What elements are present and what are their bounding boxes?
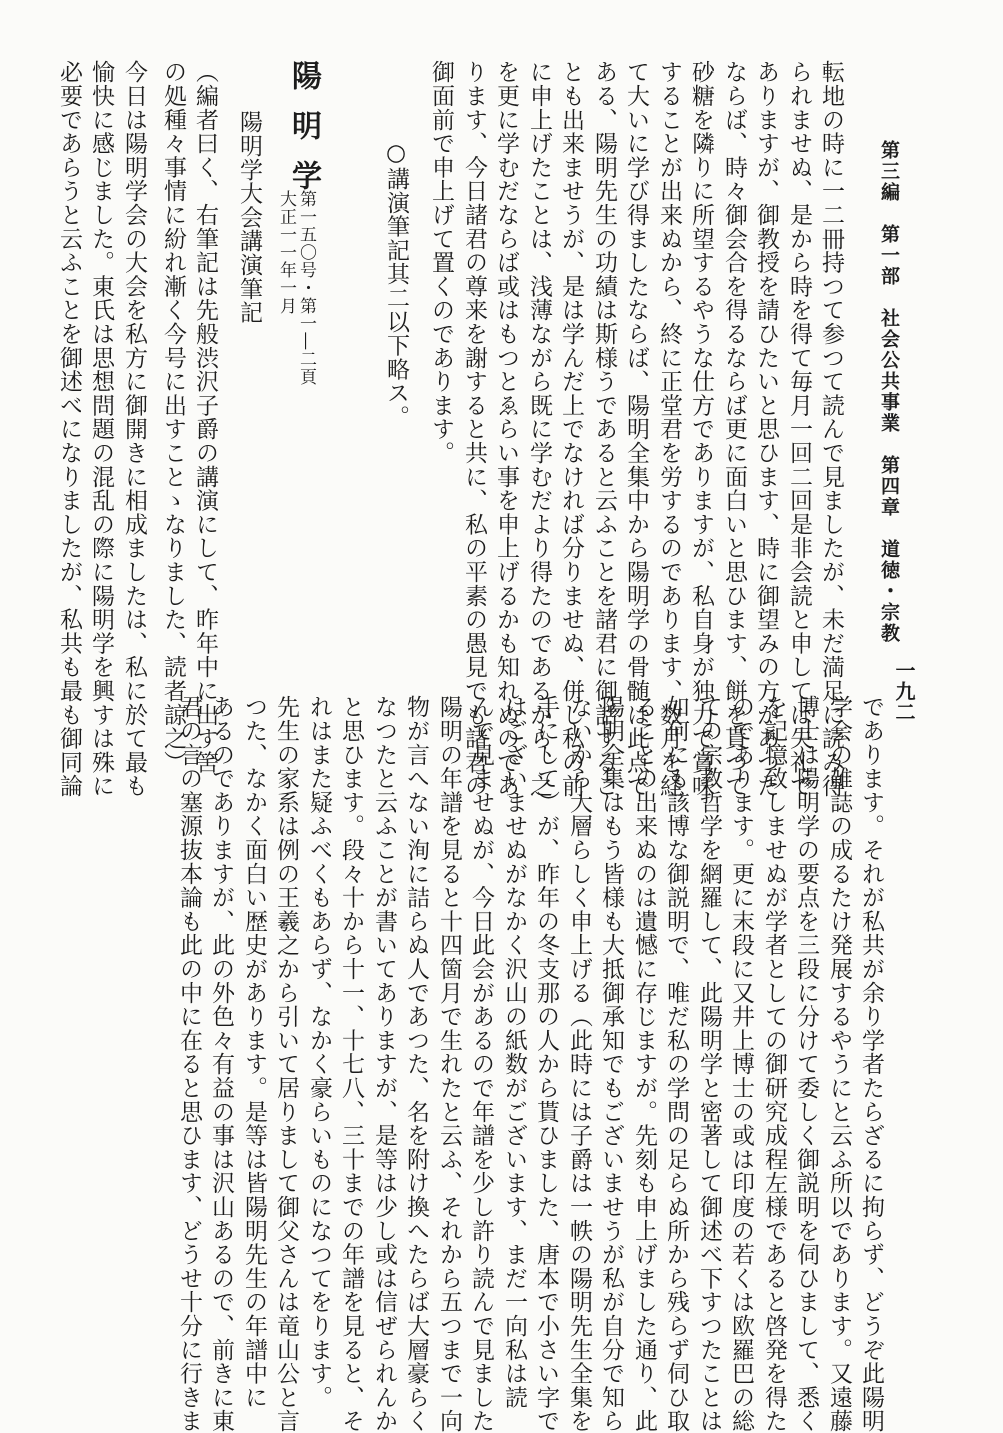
text-line: であります。それが私共が余り学者たらざるに拘らず、どうぞ此陽明	[858, 695, 884, 1433]
text-line: 砂糖を隣りに所望するやうな仕方でありますが、私自身が独力で賞味	[688, 60, 714, 798]
text-line: 今日は陽明学会の大会を私方に御開きに相成ましたは、私に於て最も	[121, 60, 147, 798]
text-line: ある、陽明先生の功績は斯様うであると云ふことを諸君に御話するこ	[591, 60, 617, 798]
text-line: 陽明全集はもう皆様も大抵御承知でもございませうが私が自分で知ら	[598, 695, 624, 1433]
text-line: と思ひます。段々十から十一、十七八、三十までの年譜を見ると、そ	[338, 695, 364, 1433]
text-line: ありますが、御教授を請ひたいと思ひます、時に御望みの方があつた	[753, 60, 779, 798]
text-line: することが出来ぬから、終に正堂君を労するのであります、数月を経	[656, 60, 682, 798]
text-line: とも出来ませうが、是は学んだ上でなければ分りませぬ、併し私の前	[558, 60, 584, 798]
text-line: に申上げたことは、浅薄ながら既に学むだより得たのであるから、之	[526, 60, 552, 798]
text-line: なつたと云ふことが書いてありますが、是等は少し或は信ぜられんか	[371, 695, 397, 1433]
text-line: を更に学むだならば或はもつとゑらい事を申上げるかも知れぬのであ	[493, 60, 519, 798]
text-line: 博士は陽明学の要点を三段に分けて委しく御説明を伺ひまして、悉く	[793, 695, 819, 1433]
text-line: のであります。更に末段に又井上博士の或は印度の若くは欧羅巴の総	[728, 695, 754, 1433]
citation-line: 第一五〇号・第一―二頁	[296, 190, 316, 386]
text-line: ならば、時々御会合を得るならば更に面白いと思ひます、餅を貰つて	[721, 60, 747, 798]
section-heading: 陽明学	[286, 60, 321, 210]
text-line: られませぬ、是から時を得て毎月一回二回是非会読と申しては失礼で	[786, 60, 812, 798]
subheading: 陽明学大会講演筆記	[236, 110, 262, 325]
editor-note-line: （編者曰く、右筆記は先般渋沢子爵の講演にして、昨年中に出す筈	[192, 60, 218, 774]
text-line: 物が言へない洵に詰らぬ人であつた、名を附け換へたらば大層豪らく	[403, 695, 429, 1433]
text-line: 如何にも該博な御説明で、唯だ私の学問の足らぬ所から残らず伺ひ取	[663, 695, 689, 1433]
text-line: を記憶致しませぬが学者としての御研究成程左様であると啓発を得た	[761, 695, 787, 1433]
text-line: んで見ませぬが、今日此会があるので年譜を少し許り読んで見ました	[468, 695, 494, 1433]
text-line: 転地の時に一二冊持つて参つて読んで見ましたが、未だ満足に読み得	[818, 60, 844, 798]
text-line: て大いに学び得ましたならば、陽明全集中から陽明学の骨髄は此点で	[623, 60, 649, 798]
text-line: あるのでありますが、此の外色々有益の事は沢山あるので、前きに東	[208, 695, 234, 1433]
text-line: 愉快に感じました。東氏は思想問題の混乱の際に陽明学を興すは殊に	[88, 60, 114, 798]
text-line: 学会の雑誌の成るたけ発展するやうにと云ふ所以であります。又遠藤	[826, 695, 852, 1433]
page-number: 一九二	[892, 660, 916, 723]
text-line: つた、なかく面白い歴史があります。是等は皆陽明先生の年譜中に	[241, 695, 267, 1409]
text-line: ての宗教哲学を網羅して、此陽明学と密著して御述べ下すつたことは	[696, 695, 722, 1433]
text-line: れはまた疑ふべくもあらず、なかく豪らいものになつてをります。	[306, 695, 332, 1409]
note-line: ○講演筆記其二以下略ス。	[383, 140, 409, 429]
running-head: 第三編 第一部 社会公共事業 第四章 道徳・宗教	[878, 140, 900, 644]
text-line: 手にして）が、昨年の冬支那の人から貰ひました、唐本で小さい字で	[533, 695, 559, 1433]
text-line: 御面前で申上げて置くのであります。	[428, 60, 454, 465]
editor-note-line: の処種々事情に紛れ漸く今号に出すことゝなりました、読者諒之）	[160, 60, 186, 774]
text-line: ることの出来ぬのは遺憾に存じますが。先刻も申上げました通り、此	[631, 695, 657, 1433]
text-line: ります、今日諸君の尊来を謝すると共に、私の平素の愚見でも諸君の	[461, 60, 487, 798]
text-line: はございませぬがなかく沢山の紙数がございます、まだ一向私は読	[501, 695, 527, 1409]
text-line: 先生の家系は例の王羲之から引いて居りまして御父さんは竜山公と言	[273, 695, 299, 1433]
text-line: 陽明の年譜を見ると十四箇月で生れたと云ふ、それから五つまで一向	[436, 695, 462, 1433]
text-line: 必要であらうと云ふことを御述べになりましたが、私共も最も御同論	[56, 60, 82, 798]
text-line: 君の言の塞源抜本論も此の中に在ると思ひます、どうせ十分に行きま	[176, 695, 202, 1433]
text-line: ないから大層らしく申上げる（此時には子爵は一帙の陽明先生全集を	[566, 695, 592, 1433]
citation-line: 大正一一年一月	[276, 190, 296, 315]
